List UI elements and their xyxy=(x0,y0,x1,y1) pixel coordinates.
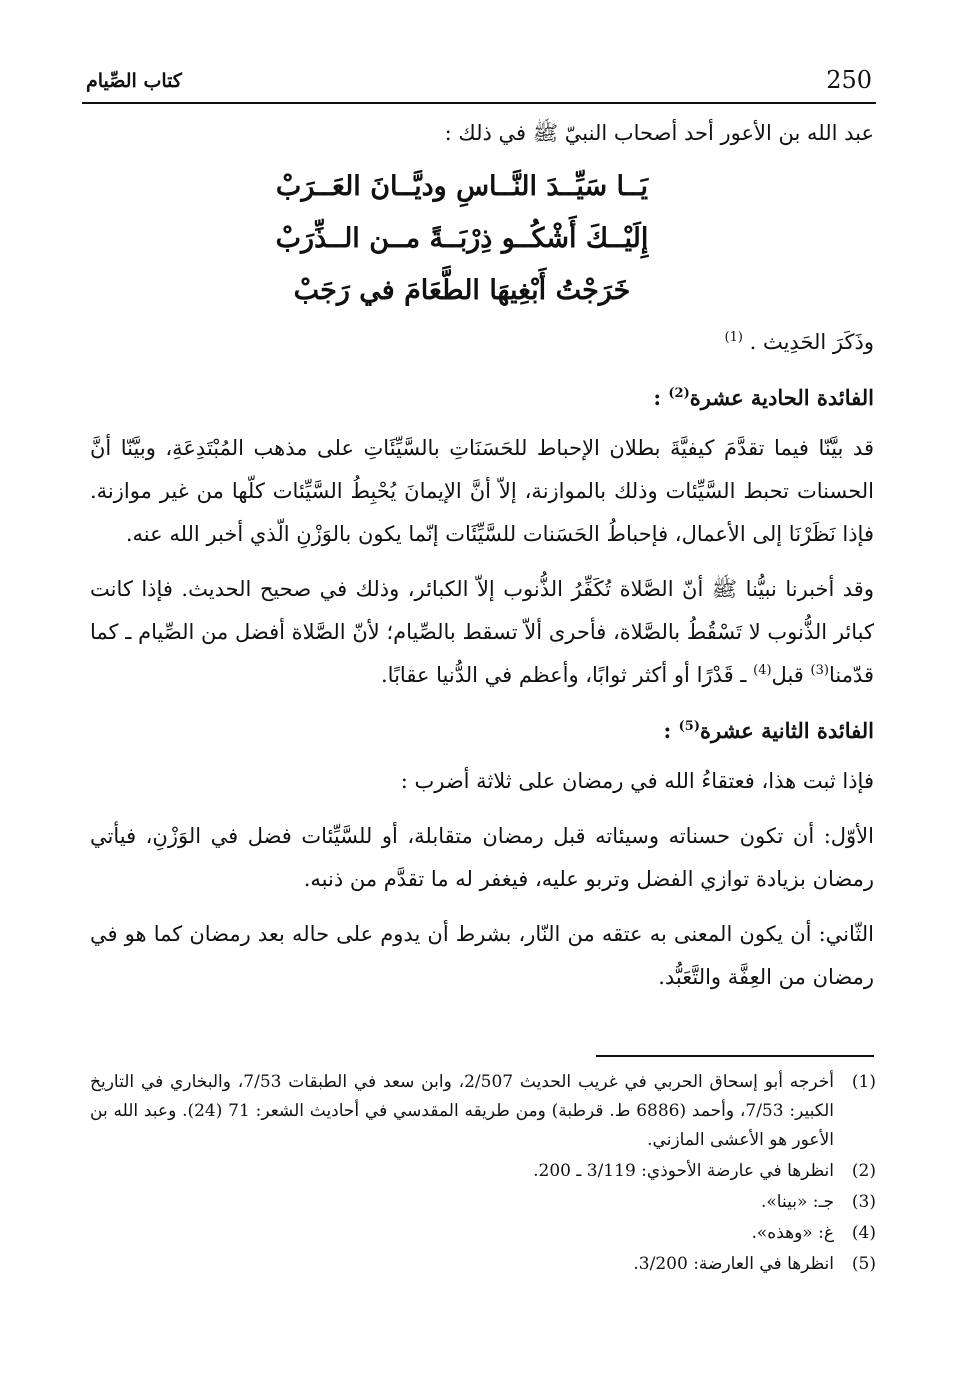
footnote-ref: (5) xyxy=(678,719,700,734)
main-text xyxy=(90,112,874,1011)
footnote-ref: (2) xyxy=(668,386,690,401)
footnote xyxy=(90,1068,876,1155)
paragraph: قد بيَّنّا فيما تقدَّمَ كيفيَّةَ بطلان الإحباط للحَسَنَاتِ بالسَّيِّئَاتِ على مذهب المُبْتَدِعَةِ، وبيَّنّا أنَّ الحسنات تحبط السَّيِّئات وذلك بالموازنة، إلاّ أنَّ الإيمانَ يُحْبِطُ السَّيِّئات كلّها من غير موازنة. فإذا نَظَرْنَا إلى الأعمال، فإحباطُ الحَسَنات للسَّيِّئَات إنّما يكون بالوَزْنِ الّذي أخبر الله عنه. xyxy=(90,436,874,546)
paragraph-text: قبل xyxy=(771,663,811,687)
paragraph: الأوّل: أن تكون حسناته وسيئاته قبل رمضان متقابلة، أو للسَّيِّئات فضل في الوَزْنِ، فيأتي رمضان بزيادة توازي الفضل وتربو عليه، فيغفر له ما تقدَّم من ذنبه. xyxy=(90,824,874,891)
heading-colon: : xyxy=(653,385,669,410)
verse-line: إِلَيْــكَ أَشْكُــو ذِرْبَــةً مــن الــذِّرَبْ xyxy=(275,223,649,254)
footnote xyxy=(90,1219,876,1248)
footnote-text: أخرجه أبو إسحاق الحربي في غريب الحديث 2/507، وابن سعد في الطبقات 7/53، والبخاري في التاريخ الكبير: 7/53، وأحمد (6886 ط. قرطبة) ومن طريقه المقدسي في أحاديث الشعر: 71 (24). وعبد الله بن الأعور هو الأعشى المازني. xyxy=(90,1072,835,1150)
footnote xyxy=(90,1188,876,1217)
footnote-number: (2) xyxy=(851,1161,876,1181)
footnote-number: (5) xyxy=(851,1254,876,1274)
paragraph: فإذا ثبت هذا، فعتقاءُ الله في رمضان على ثلاثة أضرب : xyxy=(400,769,874,793)
footnote xyxy=(90,1157,876,1186)
paragraph: الثّاني: أن يكون المعنى به عتقه من النّار، بشرط أن يدوم على حاله بعد رمضان كما هو في رمضان من العِفَّة والتَّعَبُّد. xyxy=(90,922,874,989)
paragraph-text: وقد أخبرنا نبيُّنا ﷺ أنّ الصَّلاة تُكَفِّرُ الذُّنوب إلاّ الكبائر، وذلك في صحيح الحديث. فإذا كانت كبائر الذُّنوب لا تَسْقُطُ بالصَّلاة، فأحرى ألاّ تسقط بالصِّيام؛ لأنّ الصَّلاة أفضل من الصِّيام ـ كما قدّمنا xyxy=(90,577,874,687)
heading-colon: : xyxy=(663,718,679,743)
paragraph-text: ـ قَدْرًا أو أكثر ثوابًا، وأعظم في الدُّنيا عقابًا. xyxy=(381,663,754,687)
heading-text: الفائدة الثانية عشرة xyxy=(699,718,874,743)
section-heading xyxy=(90,376,874,419)
footnote-text: جـ: «بينا». xyxy=(761,1192,834,1212)
footnote-divider xyxy=(596,1055,874,1057)
section-heading xyxy=(90,709,874,752)
intro-line: عبد الله بن الأعور أحد أصحاب النبيّ ﷺ في ذلك : xyxy=(444,121,874,145)
footnote-text: انظرها في عارضة الأحوذي: 3/119 ـ 200. xyxy=(533,1161,834,1181)
footnotes xyxy=(90,1068,876,1281)
footnote-number: (4) xyxy=(851,1223,876,1243)
footnote-ref: (1) xyxy=(724,330,743,345)
verse-line: يَــا سَيِّــدَ النَّــاسِ وديَّــانَ العَــرَبْ xyxy=(275,171,649,202)
footnote-number: (1) xyxy=(851,1072,876,1092)
footnote-ref: (3) xyxy=(810,663,829,678)
page-number: 250 xyxy=(826,66,872,94)
poem-verses xyxy=(90,161,874,317)
footnote xyxy=(90,1250,876,1279)
paragraph xyxy=(90,568,874,697)
after-verses-line xyxy=(90,321,874,364)
heading-text: الفائدة الحادية عشرة xyxy=(689,385,874,410)
footnote-text: انظرها في العارضة: 3/200. xyxy=(633,1254,834,1274)
footnote-ref: (4) xyxy=(753,663,772,678)
verse-line: خَرَجْتُ أَبْغِيهَا الطَّعَامَ في رَجَبْ xyxy=(293,275,631,306)
page-header xyxy=(82,62,876,104)
running-title: كتاب الصِّيام xyxy=(86,70,182,92)
after-verses-text: وذَكَرَ الحَدِيث . xyxy=(749,330,874,354)
footnote-text: غ: «وهذه». xyxy=(751,1223,834,1243)
footnote-number: (3) xyxy=(851,1192,876,1212)
